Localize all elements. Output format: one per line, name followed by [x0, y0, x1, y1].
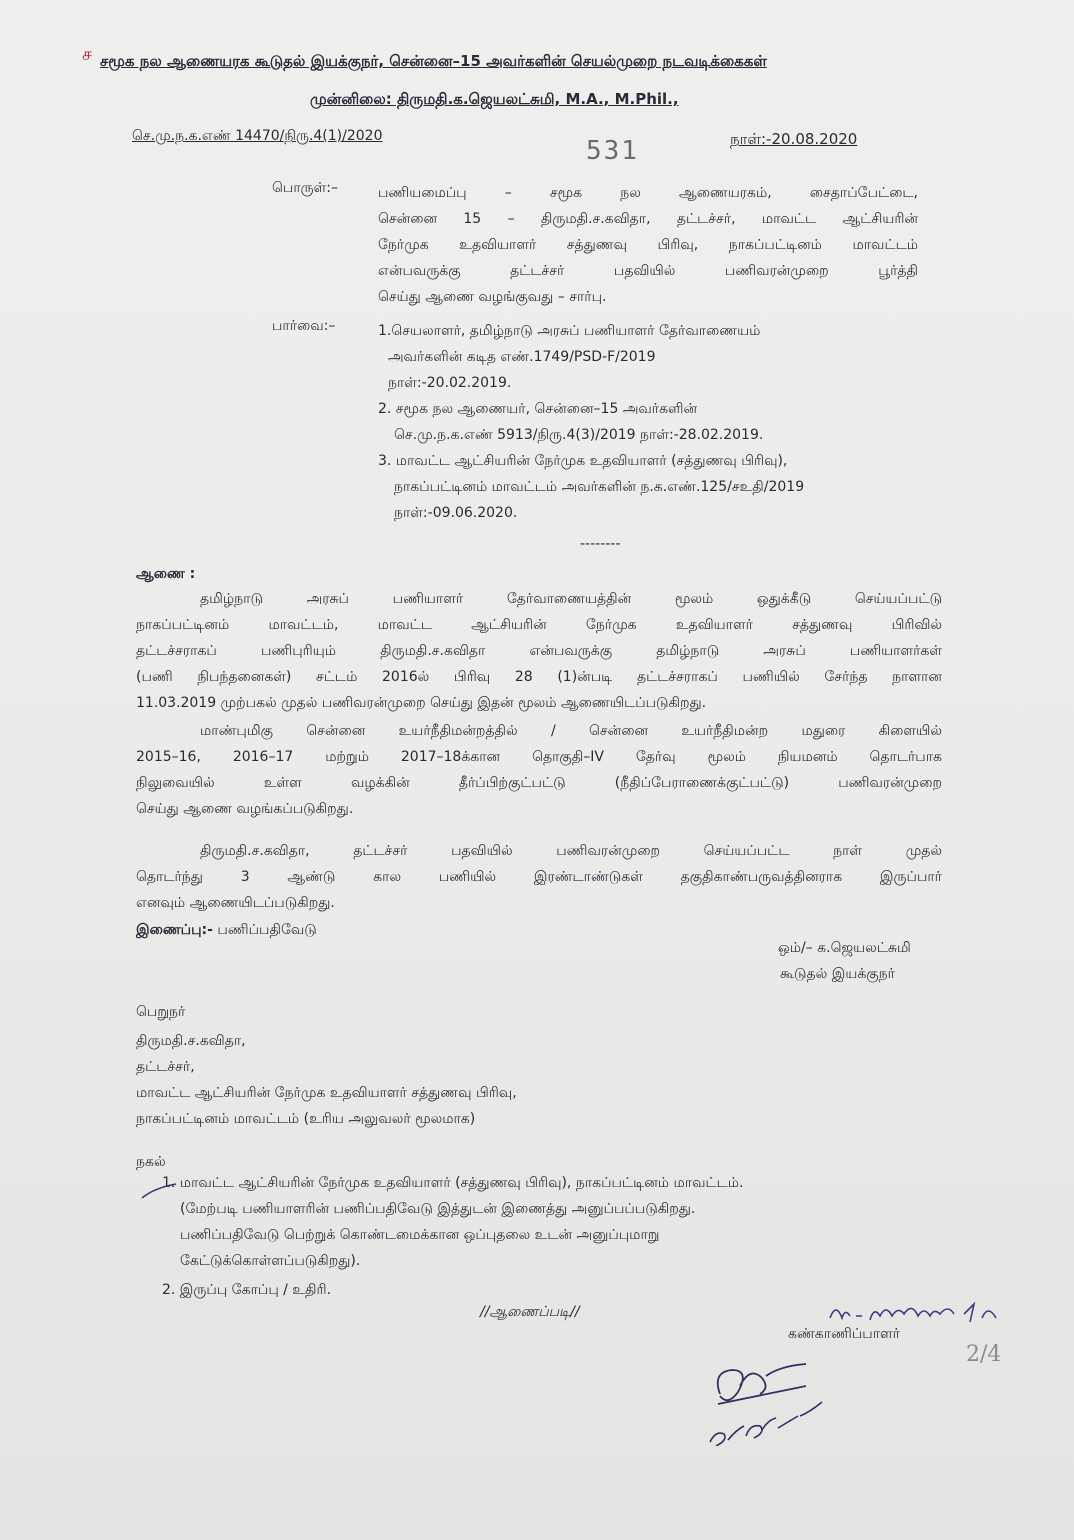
- enclosure-value: பணிப்பதிவேடு: [217, 922, 317, 938]
- reference-line: நாள்:-20.02.2019.: [388, 375, 512, 391]
- handwritten-signature-top: [826, 1296, 1016, 1330]
- copy-line: கேட்டுக்கொள்ளப்படுகிறது).: [180, 1253, 361, 1269]
- copy-line: 1. மாவட்ட ஆட்சியரின் நேர்முக உதவியாளர் (சத்துணவு பிரிவு), நாகப்பட்டினம் மாவட்டம்.: [162, 1175, 744, 1191]
- order-line: 2015–16, 2016–17 மற்றும் 2017–18க்கான தொகுதி–IV தேர்வு மூலம் நியமனம் தொடர்பாக: [136, 749, 942, 765]
- copy-line: (மேற்படி பணியாளரின் பணிப்பதிவேடு இத்துடன் இணைத்து அனுப்பப்படுகிறது.: [180, 1201, 696, 1217]
- order-line: மாண்புமிகு சென்னை உயர்நீதிமன்றத்தில் / சென்னை உயர்நீதிமன்ற மதுரை கிளையில்: [200, 723, 942, 739]
- copy-line: பணிப்பதிவேடு பெற்றுக் கொண்டமைக்கான ஒப்புதலை உடன் அனுப்புமாறு: [180, 1227, 660, 1243]
- recipient-label: பெறுநர்: [136, 1004, 186, 1020]
- reference-line: நாகப்பட்டினம் மாவட்டம் அவர்களின் ந.க.எண்.125/சஉதி/2019: [394, 479, 805, 495]
- copy-item-1: [162, 1170, 743, 1274]
- handwritten-initials: [700, 1356, 840, 1446]
- subject-line: பணியமைப்பு – சமூக நல ஆணையரகம், சைதாப்பேட்டை,: [378, 185, 918, 201]
- order-label: ஆணை :: [136, 566, 196, 582]
- recipient-line: திருமதி.ச.கவிதா,: [136, 1033, 246, 1049]
- reference-line: அவர்களின் கடித எண்.1749/PSD-F/2019: [388, 349, 656, 365]
- header-title: சமூக நல ஆணையரக கூடுதல் இயக்குநர், சென்னை–15 அவர்களின் செயல்முறை நடவடிக்கைகள்: [100, 52, 767, 70]
- page-marker: 2/4: [966, 1342, 1002, 1367]
- true-copy-marker: //ஆணைப்படி//: [480, 1304, 580, 1320]
- order-paragraph-2: [136, 718, 942, 822]
- recipient-line: தட்டச்சர்,: [136, 1059, 195, 1075]
- order-paragraph-3: [136, 838, 942, 916]
- order-line: தமிழ்நாடு அரசுப் பணியாளர் தேர்வாணையத்தின் மூலம் ஒதுக்கீடு செய்யப்பட்டு: [200, 591, 942, 607]
- subject-line: என்பவருக்கு தட்டச்சர் பதவியில் பணிவரன்முறை பூர்த்தி: [378, 263, 918, 279]
- copy-item-2: 2. இருப்பு கோப்பு / உதிரி.: [162, 1282, 332, 1298]
- order-line: (பணி நிபந்தனைகள்) சட்டம் 2016ல் பிரிவு 28 (1)ன்படி தட்டச்சராகப் பணியில் சேர்ந்த நாளான: [136, 669, 942, 685]
- recipient-line: மாவட்ட ஆட்சியரின் நேர்முக உதவியாளர் சத்துணவு பிரிவு,: [136, 1085, 517, 1101]
- subject-line: செய்து ஆணை வழங்குவது – சார்பு.: [378, 289, 607, 305]
- subject-block: [378, 180, 918, 310]
- reference-line: நாள்:-09.06.2020.: [394, 505, 518, 521]
- reference-line: 2. சமூக நல ஆணையர், சென்னை–15 அவர்களின்: [378, 401, 698, 417]
- order-line: நிலுவையில் உள்ள வழக்கின் தீர்ப்பிற்குட்பட்டு (நீதிப்பேராணைக்குட்பட்டு) பணிவரன்முறை: [136, 775, 942, 791]
- reference-line: 1.செயலாளர், தமிழ்நாடு அரசுப் பணியாளர் தேர்வாணையம்: [378, 323, 761, 339]
- signatory-designation: கூடுதல் இயக்குநர்: [780, 966, 895, 982]
- enclosure: [136, 922, 317, 940]
- enclosure-label: இணைப்பு:-: [136, 922, 213, 938]
- reference-line: 3. மாவட்ட ஆட்சியரின் நேர்முக உதவியாளர் (சத்துணவு பிரிவு),: [378, 453, 788, 469]
- order-line: தொடர்ந்து 3 ஆண்டு கால பணியில் இரண்டாண்டுகள் தகுதிகாண்பருவத்தினராக இருப்பார்: [136, 869, 942, 885]
- order-line: தட்டச்சராகப் பணிபுரியும் திருமதி.ச.கவிதா என்பவருக்கு தமிழ்நாடு அரசுப் பணியாளர்கள்: [136, 643, 942, 659]
- superintendent-designation: கண்காணிப்பாளர்: [788, 1326, 900, 1342]
- subject-label: பொருள்:–: [272, 180, 338, 196]
- reference-block: [378, 318, 804, 526]
- order-line: செய்து ஆணை வழங்கப்படுகிறது.: [136, 801, 354, 817]
- order-paragraph-1: [136, 586, 942, 716]
- margin-red-mark: ச: [82, 44, 92, 65]
- order-date: நாள்:-20.08.2020: [730, 130, 858, 148]
- subject-line: சென்னை 15 – திருமதி.ச.கவிதா, தட்டச்சர், மாவட்ட ஆட்சியரின்: [378, 211, 918, 227]
- section-separator: --------: [580, 536, 621, 552]
- stamp-number: 531: [586, 136, 639, 166]
- tick-mark: [140, 1180, 180, 1204]
- copy-label: நகல்: [136, 1154, 166, 1170]
- header-presence: முன்னிலை: திருமதி.க.ஜெயலட்சுமி, M.A., M.Phil.,: [310, 90, 679, 108]
- recipient-block: [136, 1028, 517, 1132]
- recipient-line: நாகப்பட்டினம் மாவட்டம் (உரிய அலுவலர் மூலமாக): [136, 1111, 476, 1127]
- order-line: நாகப்பட்டினம் மாவட்டம், மாவட்ட ஆட்சியரின் நேர்முக உதவியாளர் சத்துணவு பிரிவில்: [136, 617, 942, 633]
- reference-line: செ.மு.ந.க.எண் 5913/நிரு.4(3)/2019 நாள்:-28.02.2019.: [394, 427, 764, 443]
- order-line: எனவும் ஆணையிடப்படுகிறது.: [136, 895, 335, 911]
- reference-number: செ.மு.ந.க.எண் 14470/நிரு.4(1)/2020: [132, 128, 383, 144]
- subject-line: நேர்முக உதவியாளர் சத்துணவு பிரிவு, நாகப்பட்டினம் மாவட்டம்: [378, 237, 918, 253]
- reference-label: பார்வை:–: [272, 318, 336, 334]
- signatory-name: ஒம்/– க.ஜெயலட்சுமி: [778, 940, 911, 956]
- order-line: திருமதி.ச.கவிதா, தட்டச்சர் பதவியில் பணிவரன்முறை செய்யப்பட்ட நாள் முதல்: [200, 843, 942, 859]
- order-line: 11.03.2019 முற்பகல் முதல் பணிவரன்முறை செய்து இதன் மூலம் ஆணையிடப்படுகிறது.: [136, 695, 707, 711]
